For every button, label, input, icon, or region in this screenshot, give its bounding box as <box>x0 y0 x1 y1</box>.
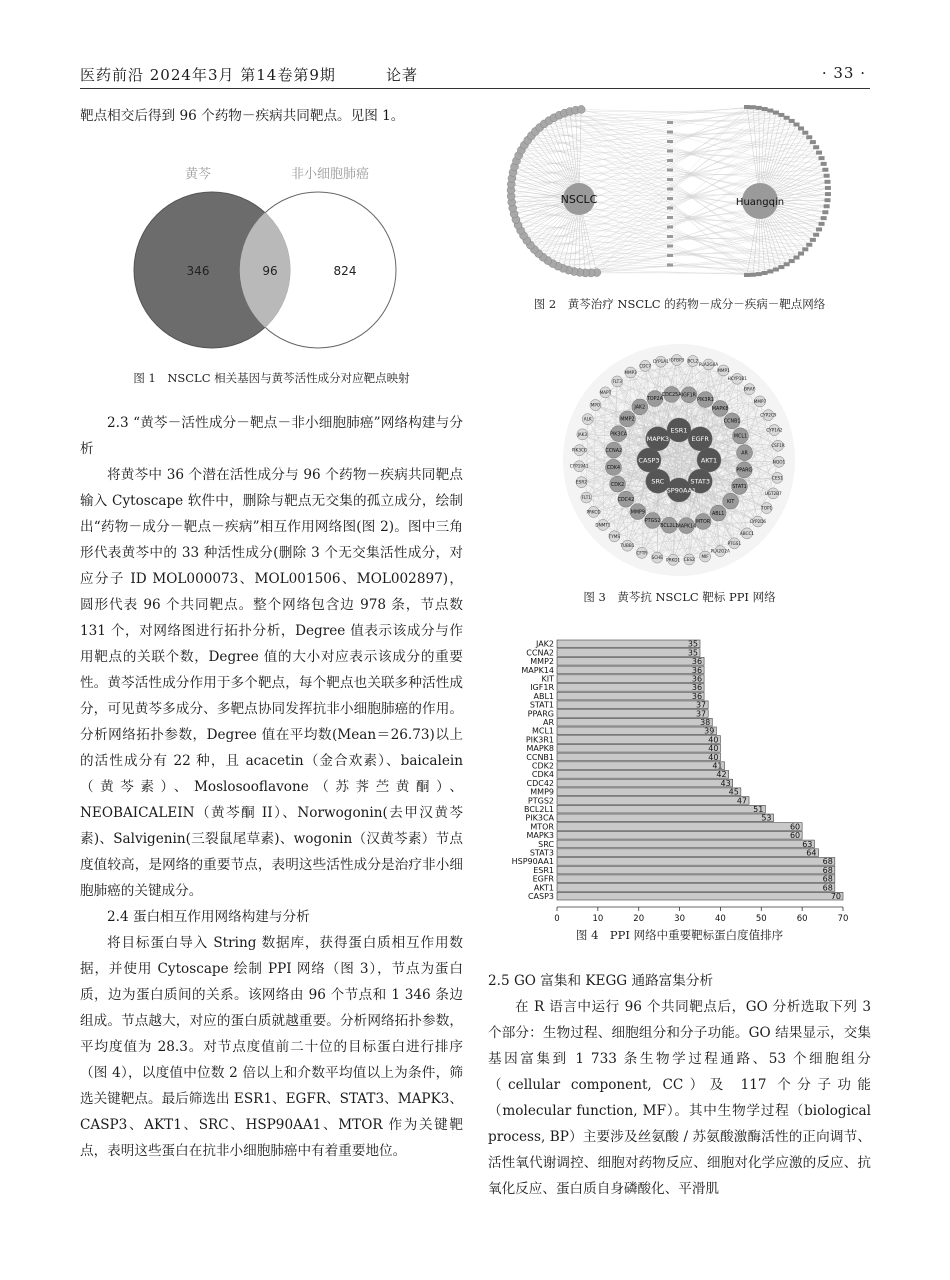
category-label: BCL2L1 <box>523 805 554 814</box>
compound-node <box>667 131 673 134</box>
compound-node <box>667 264 673 267</box>
value-label: 47 <box>736 796 748 806</box>
ppi-node-label: CYP2D6 <box>749 518 767 524</box>
category-label: KIT <box>541 674 554 684</box>
x-tick-label: 0 <box>554 914 560 921</box>
ppi-node-label: JAK3 <box>577 431 588 437</box>
category-label: CDK4 <box>531 770 554 780</box>
bar <box>557 762 725 770</box>
category-label: AR <box>542 718 554 727</box>
compound-node <box>816 227 822 231</box>
ppi-node-label: ABL1 <box>712 511 725 517</box>
ppi-node-label: CCNB1 <box>723 419 741 425</box>
category-label: MAPK8 <box>526 744 554 754</box>
compound-node <box>667 245 673 248</box>
ppi-node-label: MMP1 <box>717 367 730 373</box>
ppi-node-label: MMP2 <box>620 417 635 423</box>
value-label: 40 <box>708 744 719 754</box>
compound-node <box>784 262 790 266</box>
bar <box>557 718 712 726</box>
section-2-5-body: 在 R 语言中运行 96 个共同靶点后，GO 分析选取下列 3 个部分：生物过程、细胞组分和分子功能。GO 结果显示，交集基因富集到 1 733 条生物学过程通路、53 个细胞组分（cellular component, CC）及 117 个分子功能（molecular function, MF）。其中生物学过程（biological process, BP）主要涉及丝氨酸 / 苏氨酸激酶活性的正向调节、活性氧代谢调控、细胞对药物反应、细胞对化学应激的反应、抗氧化反应、蛋白质自身磷酸化、平滑肌 <box>488 999 871 1197</box>
ppi-node-label: CDC25A <box>661 393 682 399</box>
network-edge <box>524 128 801 145</box>
category-label: CASP3 <box>527 892 554 901</box>
category-label: MTOR <box>530 822 554 832</box>
compound-node <box>824 204 830 208</box>
ppi-node-label: DNMT1 <box>595 522 611 528</box>
compound-node <box>802 131 808 135</box>
category-label: MAPK3 <box>526 831 554 841</box>
compound-node <box>819 222 825 226</box>
ppi-node-label: CYP19A1 <box>569 463 589 469</box>
x-tick-label: 20 <box>633 914 645 921</box>
ppi-node-label: PTGS2 <box>644 519 661 525</box>
compound-node <box>813 145 819 149</box>
bar <box>557 771 729 779</box>
compound-node <box>667 188 673 191</box>
compound-node <box>756 106 762 110</box>
bar <box>557 788 741 796</box>
compound-node <box>744 273 750 277</box>
ppi-node-label: SRC <box>651 477 665 486</box>
bar <box>557 892 843 900</box>
compound-node <box>824 174 830 178</box>
compound-node <box>667 216 673 219</box>
intro-paragraph: 靶点相交后得到 96 个药物－疾病共同靶点。见图 1。 <box>80 108 405 124</box>
ppi-node-label: IGFBP3 <box>669 357 685 363</box>
section-2-5-title: 2.5 GO 富集和 KEGG 通路富集分析 <box>488 973 714 989</box>
ppi-node-label: ESR1 <box>670 426 688 435</box>
ppi-node-label: UGT2B7 <box>764 490 782 496</box>
bar <box>557 875 835 883</box>
compound-node <box>810 238 816 242</box>
ppi-node-label: PRKD1 <box>666 557 681 563</box>
bar <box>557 858 835 866</box>
venn-diagram <box>120 150 420 365</box>
value-label: 36 <box>691 674 703 684</box>
compound-node <box>762 271 768 275</box>
compound-node <box>773 267 779 271</box>
journal-info: 医药前沿 2024年3月 第14卷第9期 <box>80 66 336 84</box>
compound-node <box>825 192 831 196</box>
compound-node <box>767 269 773 273</box>
network-edge <box>521 206 827 230</box>
category-label: PIK3R1 <box>525 735 554 745</box>
compound-node <box>756 272 762 276</box>
value-label: 35 <box>687 639 698 649</box>
ppi-node-label: ESR2 <box>576 479 587 485</box>
bar <box>557 666 704 674</box>
value-label: 68 <box>822 857 833 867</box>
ppi-node-label: MIF <box>701 554 709 560</box>
compound-node <box>667 140 673 143</box>
hub-label-nsclc: NSCLC <box>560 193 598 206</box>
ppi-node-label: CCNA2 <box>605 448 623 454</box>
bar <box>557 814 774 822</box>
compound-node <box>813 233 819 237</box>
compound-node <box>806 135 812 139</box>
compound-node <box>794 123 800 127</box>
ppi-node-label: TUBB1 <box>620 543 635 549</box>
compound-node <box>767 109 773 113</box>
value-label: 35 <box>687 648 698 658</box>
category-label: HSP90AA1 <box>511 857 554 867</box>
ppi-node-label: FLT3 <box>612 378 622 384</box>
ppi-node-label: CYP1A1 <box>652 359 669 365</box>
bar <box>557 736 720 744</box>
category-label: ABL1 <box>533 691 554 701</box>
network-edge <box>581 109 781 115</box>
compound-node <box>667 254 673 257</box>
ppi-node-label: CDK4 <box>606 466 621 472</box>
network-edge <box>544 124 816 147</box>
value-label: 64 <box>806 848 817 858</box>
bar <box>557 640 700 648</box>
venn-left-count: 346 <box>186 264 210 278</box>
ppi-node-label: CDC42 <box>617 497 635 503</box>
value-label: 68 <box>822 883 833 893</box>
compound-node <box>802 247 808 251</box>
ppi-node-label: PIK3CA <box>609 432 628 438</box>
bar <box>557 779 733 787</box>
x-tick-label: 70 <box>837 914 849 921</box>
section-2-3-body: 将黄芩中 36 个潜在活性成分与 96 个药物－疾病共同靶点输入 Cytoscape 软件中，删除与靶点无交集的孤立成分，绘制出“药物－成分－靶点－疾病”相互作用网络图(图 2)。图中三角形代表黄芩中的 33 种活性成分(删除 3 个无交集活性成分，对应分子 ID MOL000073、MOL001506、MOL002897)，圆形代表 96 个共同靶点。整个网络包含边 978 条，节点数 131 个，对网络图进行拓扑分析，Degree 值表示该成分与作用靶点的关联个数，Degree 值的大小对应表示该成分的重要性。黄芩活性成分作用于多个靶点，每个靶点也关联多种活性成分，可见黄芩多成分、多靶点协同发挥抗非小细胞肺癌的作用。分析网络拓扑参数，Degree 值在平均数(Mean＝26.73)以上的活性成分有 22 种，且 acacetin（金合欢素）、baicalein（黄芩素）、Moslosooflavone（苏荠苎黄酮）、NEOBAICALEIN（黄芩酮 II）、Norwogonin(去甲汉黄芩素)、Salvigenin(三裂鼠尾草素)、wogonin（汉黄芩素）节点度值较高，是网络的重要节点，表明这些活性成分是治疗非小细胞肺癌的关键成分。 <box>80 467 463 899</box>
category-label: CCNA2 <box>526 648 554 658</box>
ppi-node-label: MAPT <box>599 389 612 395</box>
value-label: 68 <box>822 865 833 875</box>
value-label: 38 <box>700 718 711 727</box>
ppi-node-label: AKT1 <box>700 456 718 465</box>
ppi-node-label: TOP1 <box>761 505 773 511</box>
x-tick-label: 50 <box>755 914 767 921</box>
network-edge <box>518 107 747 225</box>
ppi-node-label: KIT <box>726 499 735 505</box>
compound-node <box>667 121 673 124</box>
ppi-node-label: CDC7 <box>639 363 652 369</box>
compound-node <box>667 197 673 200</box>
ppi-node-label: MAPK8 <box>711 407 729 413</box>
network-edge <box>570 111 828 200</box>
compound-node <box>667 159 673 162</box>
compound-node <box>822 168 828 172</box>
compound-node <box>667 226 673 229</box>
x-tick-label: 30 <box>674 914 685 921</box>
compound-node <box>822 210 828 214</box>
compound-node <box>750 273 756 277</box>
section-label: 论著 <box>386 66 419 84</box>
category-label: STAT3 <box>529 848 554 858</box>
compound-node <box>821 162 827 166</box>
value-label: 60 <box>789 831 801 841</box>
category-label: ESR1 <box>533 865 554 875</box>
ppi-node-label: MTOR <box>695 520 711 526</box>
network-edge <box>553 264 776 270</box>
ppi-node-label: PIK3R1 <box>696 398 714 404</box>
compound-node <box>773 111 779 115</box>
ppi-node-label: CASP3 <box>638 456 660 465</box>
ppi-node-label: NQO1 <box>772 459 786 465</box>
value-label: 68 <box>822 874 833 884</box>
section-2-4-body: 将目标蛋白导入 String 数据库，获得蛋白质相互作用数据，并使用 Cytoscape 绘制 PPI 网络（图 3），节点为蛋白质，边为蛋白质间的关系。该网络由 96 个节点和 1 346 条边组成。节点越大，对应的蛋白质就越重要。分析网络拓扑参数，平均度值为 28.3。对节点度值前二十位的目标蛋白进行排序（图 4），以度值中位数 2 倍以上和介数平均值以上为条件，筛选关键靶点。最后筛选出 ESR1、EGFR、STAT3、MAPK3、CASP3、AKT1、SRC、HSP90AA1、MTOR 作为关键靶点，表明这些蛋白在抗非小细胞肺癌中有着重要地位。 <box>80 935 463 1159</box>
bar <box>557 805 765 813</box>
ppi-node-label: TOP2A <box>646 397 663 403</box>
bar <box>557 753 720 761</box>
compound-node <box>821 216 827 220</box>
bar-series <box>512 640 843 901</box>
category-label: MCL1 <box>531 726 554 736</box>
compound-node <box>667 207 673 210</box>
bar <box>557 657 704 665</box>
ppi-node-label: BCL2L1 <box>660 523 679 529</box>
value-label: 41 <box>712 761 723 771</box>
bar <box>557 797 749 805</box>
compound-node <box>794 255 800 259</box>
category-label: MMP9 <box>530 787 554 797</box>
ppi-node-label: CES1 <box>771 475 783 481</box>
left-column-text <box>80 410 463 1164</box>
network-figure <box>492 96 870 286</box>
ppi-node-label: MMP7 <box>753 398 767 404</box>
category-label: PPARG <box>527 709 554 719</box>
ppi-node-label: BRAF <box>744 386 756 392</box>
degree-bar-chart <box>505 636 865 921</box>
category-label: EGFR <box>532 874 554 884</box>
value-label: 70 <box>830 892 841 901</box>
ppi-node-label: CSF1R <box>771 443 785 449</box>
venn-label-left: 黄芩 <box>184 167 212 182</box>
value-label: 45 <box>728 787 739 797</box>
value-label: 36 <box>691 665 703 675</box>
section-2-3-title: 2.3 “黄芩－活性成分－靶点－非小细胞肺癌”网络构建与分析 <box>80 415 463 457</box>
compound-node <box>806 243 812 247</box>
network-edge <box>559 115 828 194</box>
ppi-node-label: AR <box>741 451 748 457</box>
bar <box>557 692 704 700</box>
compound-node <box>667 169 673 172</box>
ppi-node-label: SCHE <box>651 555 663 561</box>
category-label: CCNB1 <box>526 752 554 762</box>
x-tick-label: 10 <box>592 914 604 921</box>
ppi-node-label: ABCC1 <box>739 530 755 536</box>
ppi-node-label: STAT1 <box>732 485 747 491</box>
x-tick-label: 40 <box>715 914 726 921</box>
ppi-node-label: CDK2 <box>610 482 625 488</box>
compound-node <box>798 126 804 130</box>
figure-1-caption: 图 1 NSCLC 相关基因与黄芩活性成分对应靶点映射 <box>133 371 410 385</box>
ppi-node-label: STAT3 <box>690 477 711 486</box>
compound-node <box>778 265 784 269</box>
value-label: 36 <box>691 683 703 693</box>
value-label: 60 <box>789 822 801 832</box>
figure-3-caption: 图 3 黄芩抗 NSCLC 靶标 PPI 网络 <box>583 590 776 604</box>
value-label: 51 <box>753 805 764 814</box>
ppi-node-label: MMP3 <box>624 369 637 375</box>
bar <box>557 884 835 892</box>
value-label: 37 <box>695 709 707 719</box>
compound-node <box>744 105 750 109</box>
ppi-node-label: BCL2 <box>687 358 699 364</box>
category-label: CDC42 <box>526 778 554 788</box>
target-node <box>577 105 585 113</box>
ppi-node-label: MMP9 <box>630 510 645 516</box>
ppi-node-label: CFTR <box>636 550 648 556</box>
value-label: 53 <box>761 813 772 823</box>
bar <box>557 675 704 683</box>
bar <box>557 849 818 857</box>
value-label: 40 <box>708 735 719 745</box>
compound-node <box>667 178 673 181</box>
category-label: PTGS2 <box>527 796 554 806</box>
bar <box>557 840 814 848</box>
compound-node <box>789 119 795 123</box>
compound-node <box>825 198 831 202</box>
bar <box>557 684 704 692</box>
bar <box>557 831 802 839</box>
value-label: 36 <box>691 657 703 667</box>
category-label: SRC <box>538 839 554 849</box>
section-2-4-title: 2.4 蛋白相互作用网络构建与分析 <box>107 909 310 925</box>
ppi-node-label: PRKCD <box>586 509 601 515</box>
x-axis <box>554 907 848 921</box>
compound-node <box>778 113 784 117</box>
ppi-node-label: PLA2G4A <box>698 361 719 367</box>
compound-node <box>825 180 831 184</box>
category-label: JAK2 <box>535 639 554 649</box>
value-label: 43 <box>720 778 731 788</box>
page-number: · 33 · <box>821 64 866 82</box>
bar <box>557 744 720 752</box>
compound-node <box>816 151 822 155</box>
category-label: CDK2 <box>531 761 554 771</box>
value-label: 42 <box>716 770 727 780</box>
bar <box>557 866 835 874</box>
category-label: MAPK14 <box>521 665 554 675</box>
ppi-node-label: CYP1A2 <box>766 427 783 433</box>
bar <box>557 727 716 735</box>
ppi-node-label: PLA2G2A <box>710 548 730 554</box>
category-label: PIK3CA <box>525 813 554 823</box>
ppi-node-label: TYMS <box>608 533 621 539</box>
right-column-text <box>488 968 871 1202</box>
venn-right-count: 824 <box>333 264 357 278</box>
bar <box>557 710 708 718</box>
ppi-node-label: PTGS1 <box>727 540 742 546</box>
ppi-node-label: PIK3CG <box>571 447 588 453</box>
page-header <box>80 64 870 89</box>
ppi-node-label: ALK <box>583 416 592 422</box>
figure-4-caption: 图 4 PPI 网络中重要靶标蛋白度值排序 <box>575 928 784 942</box>
value-label: 39 <box>704 726 715 736</box>
ppi-node-label: MAPK14 <box>676 524 697 530</box>
value-label: 63 <box>802 839 813 849</box>
x-tick-label: 60 <box>796 914 808 921</box>
category-label: STAT1 <box>529 700 554 710</box>
ppi-node-label: EGFR <box>691 435 709 444</box>
compound-node <box>810 140 816 144</box>
figure-2-caption: 图 2 黄芩治疗 NSCLC 的药物－成分－疾病－靶点网络 <box>533 297 826 311</box>
ppi-node-label: CYP2C9 <box>760 412 777 418</box>
category-label: IGF1R <box>530 683 554 693</box>
bar <box>557 823 802 831</box>
compound-node <box>750 105 756 109</box>
category-label: MMP2 <box>530 657 554 667</box>
bar <box>557 649 700 657</box>
compound-node <box>798 252 804 256</box>
ppi-node-label: MPO <box>590 402 601 408</box>
compound-node <box>762 107 768 111</box>
ppi-node-label: FLT1 <box>581 494 592 500</box>
value-label: 40 <box>708 752 719 762</box>
ppi-node-label: IGF1R <box>681 393 697 399</box>
compound-node <box>825 186 831 190</box>
value-label: 37 <box>695 700 707 710</box>
ppi-network <box>559 342 799 578</box>
ppi-node-label: MAPK3 <box>646 435 669 444</box>
ppi-node-label: HSP90AA1 <box>661 486 697 495</box>
compound-node <box>667 235 673 238</box>
venn-overlap-count: 96 <box>262 264 278 278</box>
category-label: AKT1 <box>533 883 554 893</box>
venn-label-right: 非小细胞肺癌 <box>290 167 370 182</box>
compound-node <box>819 156 825 160</box>
compound-node <box>667 150 673 153</box>
ppi-node-label: HCYP1B1 <box>727 376 747 382</box>
hub-label-huangqin: Huangqin <box>735 197 785 208</box>
ppi-node-label: MCL1 <box>733 434 748 440</box>
value-label: 36 <box>691 691 703 701</box>
ppi-node-label: CES2 <box>683 556 695 562</box>
ppi-node-label: JAK2 <box>634 405 646 411</box>
bar <box>557 701 708 709</box>
ppi-node-label: PPARG <box>736 468 753 474</box>
